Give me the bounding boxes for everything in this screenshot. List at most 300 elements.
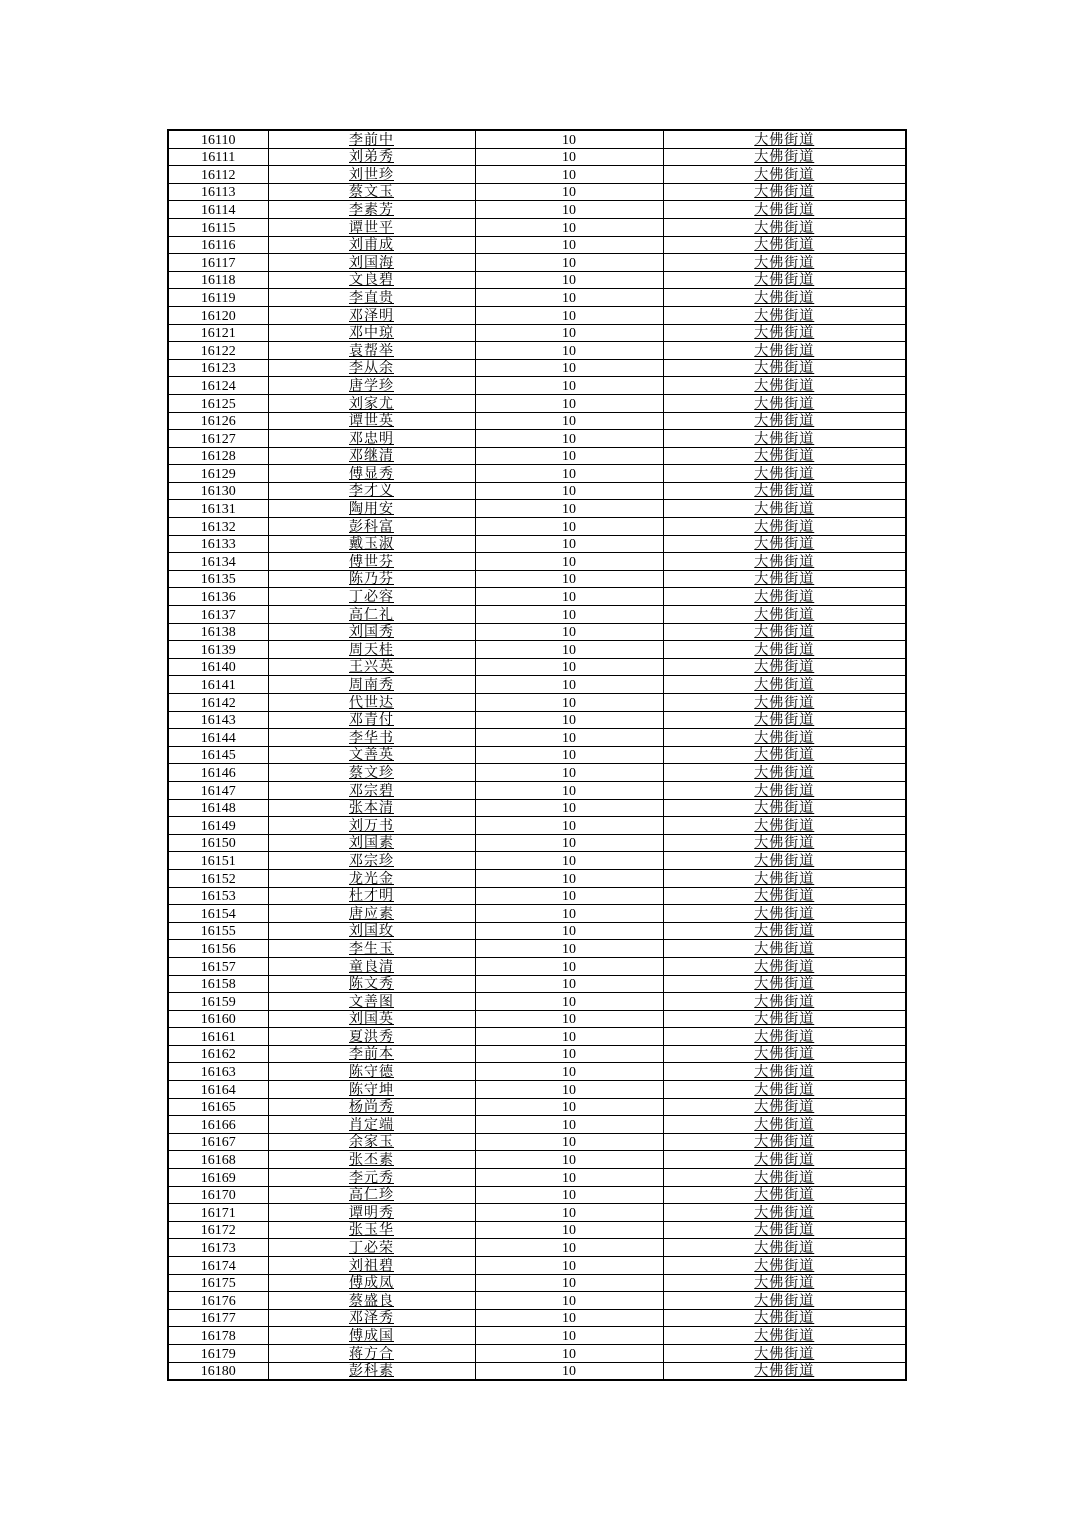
row-name-cell: 傅成凤	[268, 1274, 475, 1292]
row-amount-cell: 10	[475, 430, 663, 448]
row-amount-cell: 10	[475, 342, 663, 360]
row-amount-cell: 10	[475, 183, 663, 201]
table-row	[168, 1028, 906, 1046]
row-id-cell: 16129	[168, 465, 268, 483]
table-row	[168, 957, 906, 975]
row-id-cell: 16157	[168, 957, 268, 975]
table-row	[168, 1045, 906, 1063]
row-id-cell: 16175	[168, 1274, 268, 1292]
row-id-cell: 16177	[168, 1309, 268, 1327]
row-amount-cell: 10	[475, 1221, 663, 1239]
row-name-cell: 邓青付	[268, 711, 475, 729]
row-amount-cell: 10	[475, 324, 663, 342]
row-name-cell: 童良清	[268, 957, 475, 975]
table-row	[168, 588, 906, 606]
row-district-cell: 大佛街道	[663, 623, 906, 641]
row-id-cell: 16122	[168, 342, 268, 360]
table-row	[168, 412, 906, 430]
table-row	[168, 553, 906, 571]
row-district-cell: 大佛街道	[663, 1362, 906, 1380]
row-name-cell: 余家玉	[268, 1133, 475, 1151]
row-name-cell: 唐应素	[268, 905, 475, 923]
row-amount-cell: 10	[475, 394, 663, 412]
row-id-cell: 16156	[168, 940, 268, 958]
row-name-cell: 刘甫成	[268, 236, 475, 254]
row-district-cell: 大佛街道	[663, 377, 906, 395]
table-row	[168, 465, 906, 483]
row-id-cell: 16145	[168, 746, 268, 764]
row-amount-cell: 10	[475, 306, 663, 324]
row-district-cell: 大佛街道	[663, 201, 906, 219]
row-amount-cell: 10	[475, 1186, 663, 1204]
row-amount-cell: 10	[475, 781, 663, 799]
row-name-cell: 谭明秀	[268, 1204, 475, 1222]
row-district-cell: 大佛街道	[663, 1274, 906, 1292]
row-district-cell: 大佛街道	[663, 905, 906, 923]
row-amount-cell: 10	[475, 887, 663, 905]
table-row	[168, 1327, 906, 1345]
row-id-cell: 16154	[168, 905, 268, 923]
row-amount-cell: 10	[475, 993, 663, 1011]
row-district-cell: 大佛街道	[663, 711, 906, 729]
row-name-cell: 李前中	[268, 130, 475, 148]
table-row	[168, 1344, 906, 1362]
row-name-cell: 高仁礼	[268, 606, 475, 624]
table-row	[168, 394, 906, 412]
row-id-cell: 16167	[168, 1133, 268, 1151]
table-row	[168, 1204, 906, 1222]
roster-table	[167, 129, 907, 1381]
row-id-cell: 16135	[168, 570, 268, 588]
row-name-cell: 刘国素	[268, 834, 475, 852]
row-amount-cell: 10	[475, 236, 663, 254]
row-amount-cell: 10	[475, 447, 663, 465]
row-district-cell: 大佛街道	[663, 781, 906, 799]
row-name-cell: 袁帮举	[268, 342, 475, 360]
row-id-cell: 16178	[168, 1327, 268, 1345]
row-amount-cell: 10	[475, 1327, 663, 1345]
row-amount-cell: 10	[475, 852, 663, 870]
row-name-cell: 李华书	[268, 729, 475, 747]
row-id-cell: 16172	[168, 1221, 268, 1239]
row-id-cell: 16137	[168, 606, 268, 624]
table-row	[168, 799, 906, 817]
row-district-cell: 大佛街道	[663, 1186, 906, 1204]
row-id-cell: 16160	[168, 1010, 268, 1028]
row-amount-cell: 10	[475, 1344, 663, 1362]
row-id-cell: 16121	[168, 324, 268, 342]
table-row	[168, 746, 906, 764]
table-row	[168, 887, 906, 905]
table-row	[168, 1257, 906, 1275]
row-name-cell: 张玉华	[268, 1221, 475, 1239]
row-district-cell: 大佛街道	[663, 694, 906, 712]
table-row	[168, 940, 906, 958]
table-row	[168, 1081, 906, 1099]
row-id-cell: 16168	[168, 1151, 268, 1169]
row-name-cell: 龙光金	[268, 869, 475, 887]
row-name-cell: 夏洪秀	[268, 1028, 475, 1046]
row-id-cell: 16179	[168, 1344, 268, 1362]
row-district-cell: 大佛街道	[663, 940, 906, 958]
row-amount-cell: 10	[475, 166, 663, 184]
row-name-cell: 周天桂	[268, 641, 475, 659]
row-district-cell: 大佛街道	[663, 1257, 906, 1275]
row-district-cell: 大佛街道	[663, 1292, 906, 1310]
row-name-cell: 文善图	[268, 993, 475, 1011]
row-amount-cell: 10	[475, 817, 663, 835]
row-id-cell: 16110	[168, 130, 268, 148]
row-district-cell: 大佛街道	[663, 1081, 906, 1099]
table-row	[168, 1010, 906, 1028]
row-amount-cell: 10	[475, 518, 663, 536]
table-row	[168, 1292, 906, 1310]
row-district-cell: 大佛街道	[663, 183, 906, 201]
row-district-cell: 大佛街道	[663, 166, 906, 184]
row-district-cell: 大佛街道	[663, 359, 906, 377]
table-row	[168, 201, 906, 219]
row-id-cell: 16115	[168, 218, 268, 236]
row-district-cell: 大佛街道	[663, 1098, 906, 1116]
row-district-cell: 大佛街道	[663, 957, 906, 975]
row-name-cell: 傅显秀	[268, 465, 475, 483]
table-row	[168, 1116, 906, 1134]
row-name-cell: 刘世珍	[268, 166, 475, 184]
table-row	[168, 130, 906, 148]
row-name-cell: 李才义	[268, 482, 475, 500]
row-amount-cell: 10	[475, 1063, 663, 1081]
row-name-cell: 张丕素	[268, 1151, 475, 1169]
row-district-cell: 大佛街道	[663, 1151, 906, 1169]
row-district-cell: 大佛街道	[663, 588, 906, 606]
row-amount-cell: 10	[475, 1257, 663, 1275]
row-name-cell: 刘国秀	[268, 623, 475, 641]
row-amount-cell: 10	[475, 764, 663, 782]
row-district-cell: 大佛街道	[663, 218, 906, 236]
row-id-cell: 16149	[168, 817, 268, 835]
table-row	[168, 236, 906, 254]
table-row	[168, 606, 906, 624]
row-id-cell: 16113	[168, 183, 268, 201]
row-amount-cell: 10	[475, 869, 663, 887]
row-name-cell: 邓泽秀	[268, 1309, 475, 1327]
row-district-cell: 大佛街道	[663, 465, 906, 483]
table-row	[168, 1098, 906, 1116]
row-id-cell: 16169	[168, 1169, 268, 1187]
row-amount-cell: 10	[475, 922, 663, 940]
row-amount-cell: 10	[475, 570, 663, 588]
row-amount-cell: 10	[475, 535, 663, 553]
row-amount-cell: 10	[475, 711, 663, 729]
row-id-cell: 16162	[168, 1045, 268, 1063]
row-district-cell: 大佛街道	[663, 852, 906, 870]
row-name-cell: 刘万书	[268, 817, 475, 835]
table-row	[168, 218, 906, 236]
row-name-cell: 刘弟秀	[268, 148, 475, 166]
row-amount-cell: 10	[475, 482, 663, 500]
table-row	[168, 729, 906, 747]
row-name-cell: 刘国英	[268, 1010, 475, 1028]
table-row	[168, 1274, 906, 1292]
row-id-cell: 16119	[168, 289, 268, 307]
row-name-cell: 唐学珍	[268, 377, 475, 395]
row-name-cell: 陶用安	[268, 500, 475, 518]
table-row	[168, 623, 906, 641]
row-name-cell: 李素芳	[268, 201, 475, 219]
table-row	[168, 166, 906, 184]
row-district-cell: 大佛街道	[663, 799, 906, 817]
table-row	[168, 518, 906, 536]
row-id-cell: 16140	[168, 658, 268, 676]
table-row	[168, 1362, 906, 1380]
row-amount-cell: 10	[475, 905, 663, 923]
row-name-cell: 陈守坤	[268, 1081, 475, 1099]
row-name-cell: 傅世芬	[268, 553, 475, 571]
row-amount-cell: 10	[475, 465, 663, 483]
table-row	[168, 271, 906, 289]
table-row	[168, 500, 906, 518]
row-name-cell: 王兴英	[268, 658, 475, 676]
row-name-cell: 张本清	[268, 799, 475, 817]
row-district-cell: 大佛街道	[663, 1133, 906, 1151]
row-name-cell: 彭科富	[268, 518, 475, 536]
row-district-cell: 大佛街道	[663, 394, 906, 412]
row-id-cell: 16144	[168, 729, 268, 747]
row-district-cell: 大佛街道	[663, 342, 906, 360]
row-district-cell: 大佛街道	[663, 975, 906, 993]
row-name-cell: 陈乃芬	[268, 570, 475, 588]
row-district-cell: 大佛街道	[663, 887, 906, 905]
row-amount-cell: 10	[475, 1116, 663, 1134]
row-amount-cell: 10	[475, 676, 663, 694]
roster-table-body	[168, 130, 906, 1380]
row-amount-cell: 10	[475, 606, 663, 624]
row-district-cell: 大佛街道	[663, 764, 906, 782]
row-district-cell: 大佛街道	[663, 271, 906, 289]
row-name-cell: 文良碧	[268, 271, 475, 289]
row-amount-cell: 10	[475, 412, 663, 430]
row-district-cell: 大佛街道	[663, 1344, 906, 1362]
row-id-cell: 16127	[168, 430, 268, 448]
row-district-cell: 大佛街道	[663, 993, 906, 1011]
row-id-cell: 16158	[168, 975, 268, 993]
table-row	[168, 817, 906, 835]
row-district-cell: 大佛街道	[663, 1169, 906, 1187]
row-name-cell: 戴玉淑	[268, 535, 475, 553]
row-amount-cell: 10	[475, 1010, 663, 1028]
table-row	[168, 1186, 906, 1204]
row-name-cell: 陈文秀	[268, 975, 475, 993]
row-id-cell: 16128	[168, 447, 268, 465]
row-district-cell: 大佛街道	[663, 1221, 906, 1239]
row-id-cell: 16134	[168, 553, 268, 571]
row-amount-cell: 10	[475, 148, 663, 166]
table-row	[168, 922, 906, 940]
row-name-cell: 代世达	[268, 694, 475, 712]
row-id-cell: 16138	[168, 623, 268, 641]
row-district-cell: 大佛街道	[663, 1045, 906, 1063]
row-id-cell: 16114	[168, 201, 268, 219]
row-district-cell: 大佛街道	[663, 412, 906, 430]
row-district-cell: 大佛街道	[663, 1239, 906, 1257]
row-amount-cell: 10	[475, 1292, 663, 1310]
table-row	[168, 993, 906, 1011]
row-district-cell: 大佛街道	[663, 1063, 906, 1081]
row-district-cell: 大佛街道	[663, 606, 906, 624]
row-district-cell: 大佛街道	[663, 1028, 906, 1046]
table-row	[168, 676, 906, 694]
row-name-cell: 杨尚秀	[268, 1098, 475, 1116]
row-amount-cell: 10	[475, 1028, 663, 1046]
row-district-cell: 大佛街道	[663, 1327, 906, 1345]
table-row	[168, 1309, 906, 1327]
row-name-cell: 谭世平	[268, 218, 475, 236]
table-row	[168, 1133, 906, 1151]
row-amount-cell: 10	[475, 588, 663, 606]
table-row	[168, 430, 906, 448]
table-row	[168, 535, 906, 553]
row-id-cell: 16164	[168, 1081, 268, 1099]
row-id-cell: 16148	[168, 799, 268, 817]
row-id-cell: 16174	[168, 1257, 268, 1275]
table-row	[168, 570, 906, 588]
row-amount-cell: 10	[475, 641, 663, 659]
row-district-cell: 大佛街道	[663, 1309, 906, 1327]
table-row	[168, 905, 906, 923]
row-name-cell: 邓宗珍	[268, 852, 475, 870]
row-id-cell: 16125	[168, 394, 268, 412]
row-amount-cell: 10	[475, 834, 663, 852]
row-district-cell: 大佛街道	[663, 289, 906, 307]
row-amount-cell: 10	[475, 1274, 663, 1292]
row-id-cell: 16159	[168, 993, 268, 1011]
table-row	[168, 377, 906, 395]
row-id-cell: 16151	[168, 852, 268, 870]
row-id-cell: 16112	[168, 166, 268, 184]
row-amount-cell: 10	[475, 1081, 663, 1099]
table-row	[168, 834, 906, 852]
table-row	[168, 781, 906, 799]
row-amount-cell: 10	[475, 658, 663, 676]
row-amount-cell: 10	[475, 975, 663, 993]
row-id-cell: 16180	[168, 1362, 268, 1380]
row-amount-cell: 10	[475, 694, 663, 712]
row-district-cell: 大佛街道	[663, 500, 906, 518]
table-row	[168, 1239, 906, 1257]
row-amount-cell: 10	[475, 729, 663, 747]
row-id-cell: 16124	[168, 377, 268, 395]
row-id-cell: 16132	[168, 518, 268, 536]
row-district-cell: 大佛街道	[663, 430, 906, 448]
row-amount-cell: 10	[475, 940, 663, 958]
row-id-cell: 16153	[168, 887, 268, 905]
row-amount-cell: 10	[475, 289, 663, 307]
row-id-cell: 16117	[168, 254, 268, 272]
row-district-cell: 大佛街道	[663, 148, 906, 166]
row-id-cell: 16146	[168, 764, 268, 782]
table-row	[168, 342, 906, 360]
row-district-cell: 大佛街道	[663, 869, 906, 887]
table-row	[168, 447, 906, 465]
row-district-cell: 大佛街道	[663, 535, 906, 553]
row-amount-cell: 10	[475, 746, 663, 764]
table-row	[168, 694, 906, 712]
row-amount-cell: 10	[475, 553, 663, 571]
row-name-cell: 蒋方合	[268, 1344, 475, 1362]
row-name-cell: 文善英	[268, 746, 475, 764]
row-id-cell: 16116	[168, 236, 268, 254]
row-name-cell: 蔡文珍	[268, 764, 475, 782]
row-name-cell: 傅成国	[268, 1327, 475, 1345]
row-amount-cell: 10	[475, 1204, 663, 1222]
row-id-cell: 16170	[168, 1186, 268, 1204]
row-amount-cell: 10	[475, 500, 663, 518]
table-row	[168, 711, 906, 729]
row-name-cell: 丁必容	[268, 588, 475, 606]
table-row	[168, 324, 906, 342]
row-name-cell: 刘家尤	[268, 394, 475, 412]
row-amount-cell: 10	[475, 377, 663, 395]
row-id-cell: 16142	[168, 694, 268, 712]
row-district-cell: 大佛街道	[663, 729, 906, 747]
row-amount-cell: 10	[475, 1098, 663, 1116]
table-row	[168, 359, 906, 377]
row-id-cell: 16131	[168, 500, 268, 518]
row-name-cell: 刘国玫	[268, 922, 475, 940]
row-district-cell: 大佛街道	[663, 817, 906, 835]
row-name-cell: 李直贵	[268, 289, 475, 307]
row-id-cell: 16155	[168, 922, 268, 940]
row-name-cell: 李生玉	[268, 940, 475, 958]
row-id-cell: 16130	[168, 482, 268, 500]
row-name-cell: 邓泽明	[268, 306, 475, 324]
row-amount-cell: 10	[475, 957, 663, 975]
row-id-cell: 16139	[168, 641, 268, 659]
table-row	[168, 1063, 906, 1081]
row-amount-cell: 10	[475, 201, 663, 219]
row-name-cell: 谭世英	[268, 412, 475, 430]
row-district-cell: 大佛街道	[663, 254, 906, 272]
row-name-cell: 邓宗碧	[268, 781, 475, 799]
row-district-cell: 大佛街道	[663, 130, 906, 148]
table-row	[168, 254, 906, 272]
row-district-cell: 大佛街道	[663, 324, 906, 342]
row-id-cell: 16150	[168, 834, 268, 852]
row-district-cell: 大佛街道	[663, 1204, 906, 1222]
row-district-cell: 大佛街道	[663, 1010, 906, 1028]
table-row	[168, 852, 906, 870]
row-amount-cell: 10	[475, 359, 663, 377]
row-amount-cell: 10	[475, 218, 663, 236]
row-id-cell: 16163	[168, 1063, 268, 1081]
row-amount-cell: 10	[475, 1362, 663, 1380]
row-name-cell: 蔡文玉	[268, 183, 475, 201]
table-row	[168, 1151, 906, 1169]
row-name-cell: 李从余	[268, 359, 475, 377]
table-row	[168, 482, 906, 500]
row-amount-cell: 10	[475, 1045, 663, 1063]
row-name-cell: 邓中琼	[268, 324, 475, 342]
row-district-cell: 大佛街道	[663, 676, 906, 694]
row-district-cell: 大佛街道	[663, 518, 906, 536]
row-id-cell: 16176	[168, 1292, 268, 1310]
row-name-cell: 彭科素	[268, 1362, 475, 1380]
row-amount-cell: 10	[475, 1133, 663, 1151]
row-id-cell: 16152	[168, 869, 268, 887]
row-district-cell: 大佛街道	[663, 236, 906, 254]
row-amount-cell: 10	[475, 130, 663, 148]
row-amount-cell: 10	[475, 1239, 663, 1257]
